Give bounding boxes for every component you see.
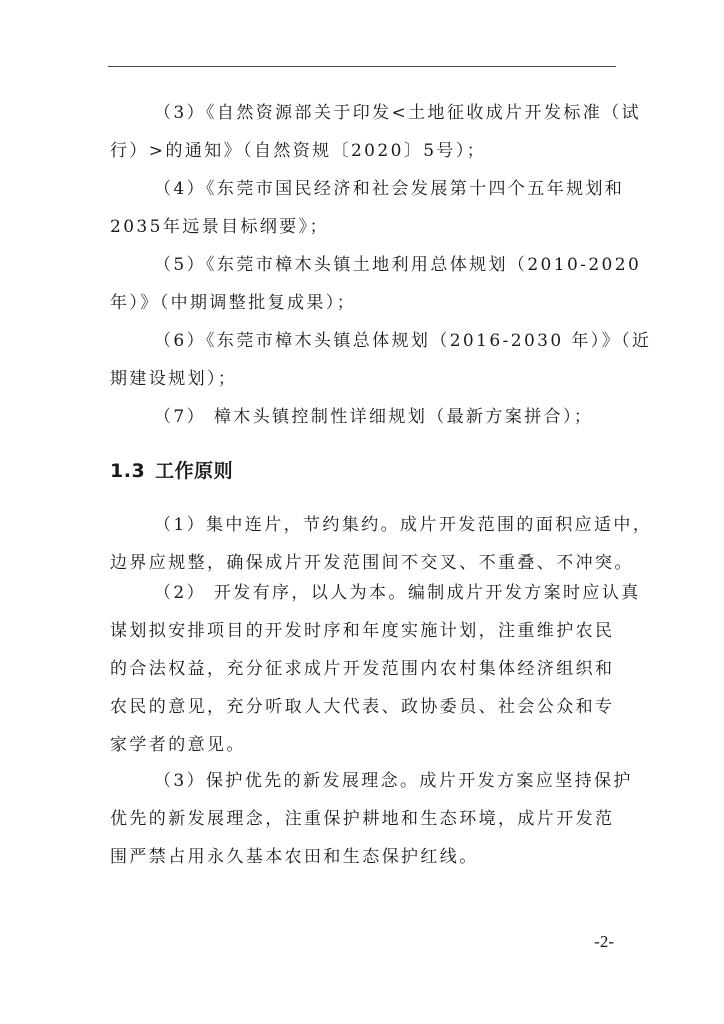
text-line: （5）《东莞市樟木头镇土地利用总体规划（2010-2020 — [154, 255, 642, 275]
reference-item-4 — [110, 170, 625, 246]
text-line: 2035年远景目标纲要》； — [110, 217, 329, 237]
reference-item-5 — [110, 246, 642, 322]
text-line: （3）《自然资源部关于印发<土地征收成片开发标准（试 — [154, 103, 641, 123]
text-line: 的合法权益，充分征求成片开发范围内农村集体经济组织和 — [110, 659, 615, 679]
text-line: （7） 樟木头镇控制性详细规划（最新方案拼合）； — [154, 407, 594, 427]
reference-item-7 — [110, 398, 618, 436]
text-line: 优先的新发展理念，注重保护耕地和生态环境，成片开发范 — [110, 809, 615, 829]
reference-item-6 — [110, 322, 652, 398]
text-line: 行）>的通知》（自然资规〔2020〕5号）； — [110, 141, 487, 161]
section-title: 工作原则 — [155, 460, 234, 482]
text-line: （1）集中连片，节约集约。成片开发范围的面积应适中， — [154, 515, 653, 535]
section-heading — [110, 456, 233, 483]
text-line: 期建设规划）； — [110, 369, 238, 389]
header-rule — [108, 66, 616, 67]
principle-item-3 — [110, 762, 633, 876]
text-line: （2） 开发有序，以人为本。编制成片开发方案时应认真 — [154, 583, 641, 603]
text-line: （4）《东莞市国民经济和社会发展第十四个五年规划和 — [154, 179, 625, 199]
principle-item-2 — [110, 574, 641, 764]
reference-item-3 — [110, 94, 641, 170]
text-line: 农民的意见，充分听取人大代表、政协委员、社会公众和专 — [110, 697, 615, 717]
text-line: 年）》（中期调整批复成果）； — [110, 293, 357, 313]
principle-item-1 — [110, 506, 653, 582]
page-number: -2- — [594, 932, 614, 951]
text-line: （6）《东莞市樟木头镇总体规划（2016-2030 年）》（近 — [154, 331, 652, 351]
text-line: 边界应规整，确保成片开发范围间不交叉、不重叠、不冲突。 — [110, 553, 634, 573]
text-line: 家学者的意见。 — [110, 735, 246, 755]
text-line: 谋划拟安排项目的开发时序和年度实施计划，注重维护农民 — [110, 621, 615, 641]
text-line: （3）保护优先的新发展理念。成片开发方案应坚持保护 — [154, 771, 633, 791]
text-line: 围严禁占用永久基本农田和生态保护红线。 — [110, 847, 479, 867]
section-number: 1.3 — [110, 460, 146, 482]
